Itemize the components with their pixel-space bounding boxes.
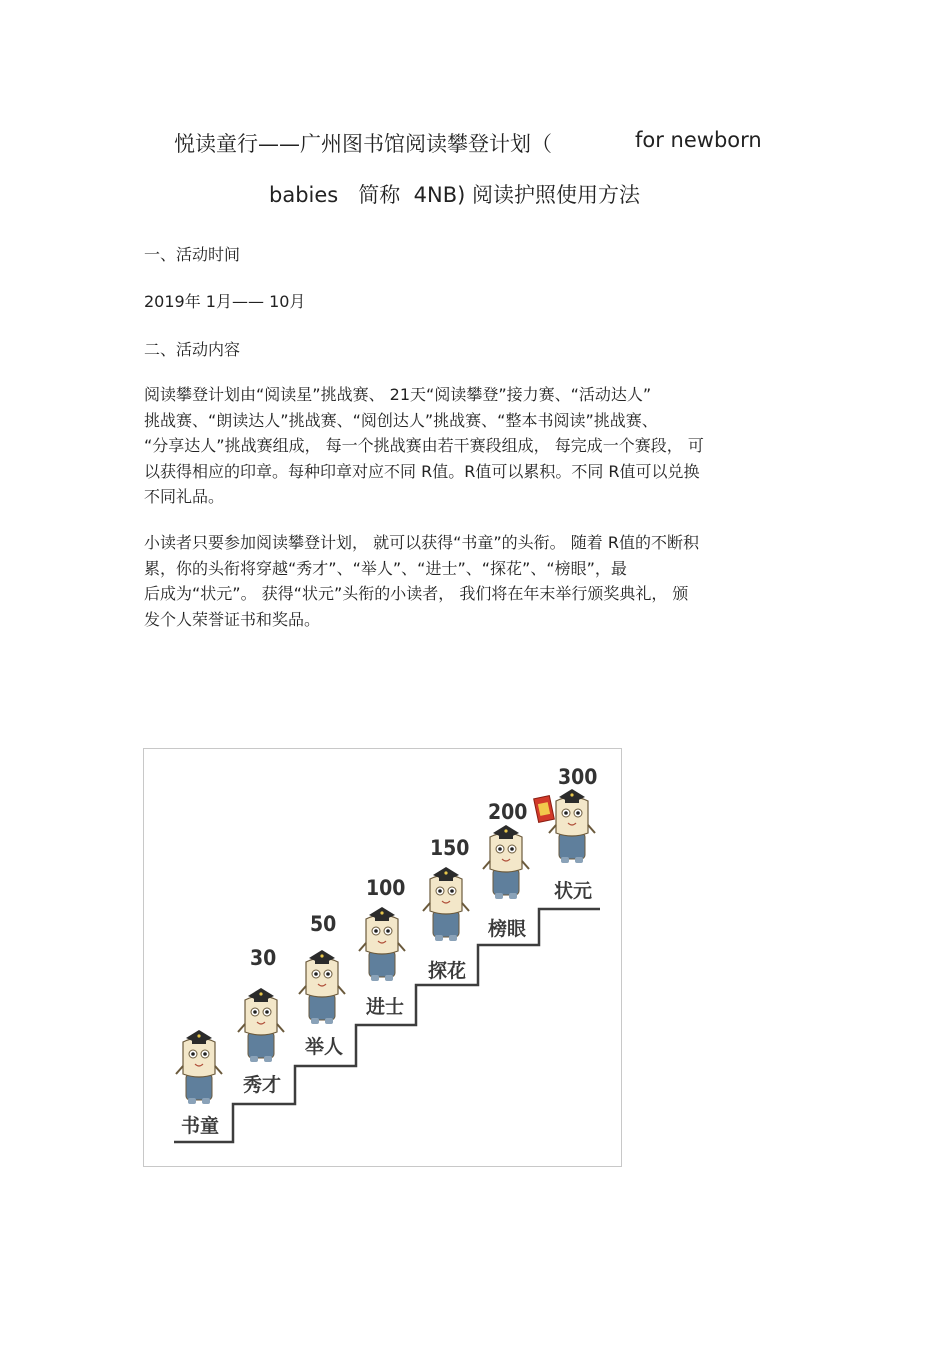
mascot-arm: [398, 943, 405, 951]
mascot-foot: [250, 1056, 258, 1062]
step-title-label: 书童: [181, 1115, 220, 1137]
mascot-hat-base: [254, 996, 268, 1002]
mascot-foot: [449, 935, 457, 941]
mascot-foot: [495, 893, 503, 899]
step-title-label: 榜眼: [488, 918, 527, 940]
mascot-hat-base: [499, 833, 513, 839]
mascot-arm: [549, 825, 556, 833]
mascot-foot: [385, 975, 393, 981]
mascot-figure: [423, 867, 469, 941]
paragraph-line: 发个人荣誉证书和奖品。: [144, 609, 321, 629]
mascot-clothes: [248, 1032, 274, 1058]
mascot-pupil: [374, 929, 378, 933]
mascot-arm: [338, 986, 345, 994]
paragraph-line: 以获得相应的印章。每种印章对应不同 R值。R值可以累积。不同 R值可以兑换: [144, 461, 700, 481]
title-line-1: [174, 128, 762, 158]
mascot-hat-badge: [320, 954, 323, 957]
mascot-arm: [588, 825, 595, 833]
paragraph-line: 不同礼品。: [144, 487, 225, 506]
mascot-foot: [188, 1098, 196, 1104]
mascot-foot: [575, 857, 583, 863]
paragraph-line: “分享达人”挑战赛组成， 每一个挑战赛由若干赛段组成， 每完成一个赛段， 可: [144, 436, 704, 455]
mascot-figure: [238, 988, 284, 1062]
mascot-clothes: [186, 1074, 212, 1100]
mascot-arm: [299, 986, 306, 994]
paragraph-line: 累，你的头衔将穿越“秀才”、“举人”、“进士”、“探花”、“榜眼”，最: [144, 558, 627, 578]
paragraph-line: 小读者只要参加阅读攀登计划， 就可以获得“书童”的头衔。 随着 R值的不断积: [144, 533, 699, 552]
mascot-hat-base: [315, 958, 329, 964]
title-abbrev-label: 简称: [358, 183, 401, 207]
title-cn-part: 悦读童行——广州图书馆阅读攀登计划（: [174, 132, 552, 156]
paragraph-titles: [144, 530, 809, 632]
paragraph-line: 后成为“状元”。 获得“状元”头衔的小读者， 我们将在年末举行颁奖典礼， 颁: [144, 584, 689, 603]
mascot-foot: [325, 1018, 333, 1024]
mascot-hat-badge: [259, 992, 262, 995]
mascot-pupil: [253, 1010, 257, 1014]
mascot-arm: [423, 903, 430, 911]
mascot-figure: [483, 825, 529, 899]
paragraph-line: 挑战赛、“朗读达人”挑战赛、“阅创达人”挑战赛、“整本书阅读”挑战赛、: [144, 410, 658, 430]
mascot-clothes: [433, 911, 459, 937]
mascot-clothes: [309, 994, 335, 1020]
paragraph-rules: [144, 382, 809, 510]
step-score-label: 50: [310, 912, 337, 936]
mascot-pupil: [326, 972, 330, 976]
mascot-arm: [277, 1024, 284, 1032]
step-score-label: 300: [558, 765, 598, 789]
mascot-arm: [483, 861, 490, 869]
mascot-arm: [176, 1066, 183, 1074]
step-score-label: 150: [430, 836, 470, 860]
mascot-pupil: [386, 929, 390, 933]
mascot-pupil: [564, 811, 568, 815]
section-1-heading: 一、活动时间: [144, 245, 241, 264]
mascot-pupil: [265, 1010, 269, 1014]
mascot-arm: [359, 943, 366, 951]
mascot-clothes: [559, 833, 585, 859]
step-title-label: 秀才: [243, 1074, 282, 1096]
step-score-label: 200: [488, 800, 528, 824]
mascot-hat-base: [565, 797, 579, 803]
step-title-label: 探花: [428, 960, 467, 982]
mascot-hat-base: [439, 875, 453, 881]
title-rest: 阅读护照使用方法: [471, 183, 640, 207]
step-score-label: 100: [366, 876, 406, 900]
mascot-foot: [202, 1098, 210, 1104]
mascot-hat-base: [375, 915, 389, 921]
mascot-foot: [509, 893, 517, 899]
mascot-arm: [215, 1066, 222, 1074]
title-line-2: [269, 179, 640, 209]
mascot-hat-badge: [570, 793, 573, 796]
paragraph-line: 阅读攀登计划由“阅读星”挑战赛、 21天“阅读攀登”接力赛、“活动达人”: [144, 385, 652, 404]
title-babies: babies: [269, 183, 339, 207]
mascot-pupil: [576, 811, 580, 815]
mascot-clothes: [369, 951, 395, 977]
step-title-label: 状元: [554, 880, 593, 902]
step-score-label: 30: [250, 946, 277, 970]
title-abbrev: 4NB): [413, 183, 466, 207]
staircase-illustration: [143, 748, 622, 1167]
mascot-hat-badge: [197, 1034, 200, 1037]
mascot-clothes: [493, 869, 519, 895]
mascot-arm: [522, 861, 529, 869]
mascot-arm: [238, 1024, 245, 1032]
mascot-pupil: [498, 847, 502, 851]
title-en-part: for newborn: [635, 128, 762, 152]
staircase-svg: [144, 749, 621, 1166]
mascot-figure: [176, 1030, 222, 1104]
mascot-hat-badge: [444, 871, 447, 874]
mascot-figure: [534, 789, 595, 863]
mascot-pupil: [191, 1052, 195, 1056]
mascot-foot: [311, 1018, 319, 1024]
mascot-pupil: [450, 889, 454, 893]
mascot-foot: [371, 975, 379, 981]
mascot-foot: [561, 857, 569, 863]
mascot-pupil: [203, 1052, 207, 1056]
step-title-label: 举人: [305, 1036, 344, 1058]
step-title-label: 进士: [366, 996, 405, 1018]
mascot-arm: [462, 903, 469, 911]
mascot-foot: [435, 935, 443, 941]
mascot-foot: [264, 1056, 272, 1062]
activity-date: 2019年 1月—— 10月: [144, 292, 306, 311]
mascot-pupil: [510, 847, 514, 851]
mascot-pupil: [314, 972, 318, 976]
mascot-hat-base: [192, 1038, 206, 1044]
mascot-hat-badge: [504, 829, 507, 832]
mascot-hat-badge: [380, 911, 383, 914]
mascot-figure: [299, 950, 345, 1024]
section-2-heading: 二、活动内容: [144, 340, 241, 359]
mascot-pupil: [438, 889, 442, 893]
mascot-figure: [359, 907, 405, 981]
